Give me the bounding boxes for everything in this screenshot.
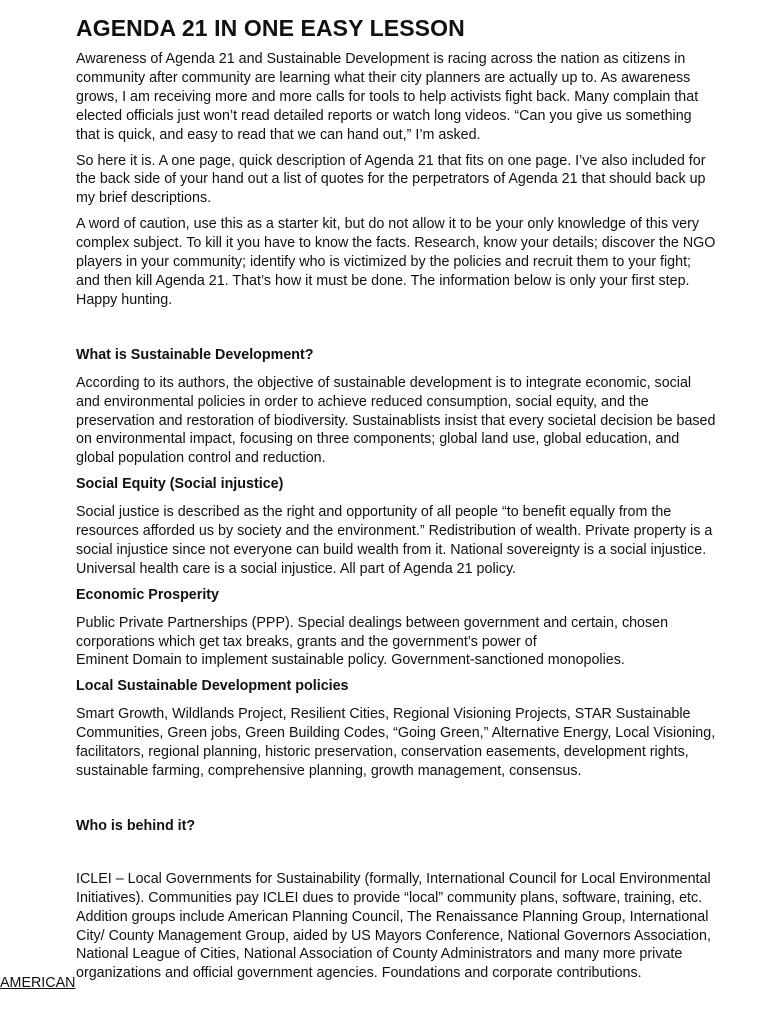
intro-paragraph-3: A word of caution, use this as a starter kit, but do not allow it to be your only knowledge of this very complex subject. To kill it you have to know the facts. Research, know your details; discover the NGO players in your community; identify who is victimized by the policies and recruit them to your fight; and then kill Agenda 21. That’s how it must be done. The information below is only your first step. Happy hunting.: [76, 216, 716, 308]
section-heading-economic-prosperity: Economic Prosperity: [76, 586, 220, 603]
document-body: [76, 14, 716, 990]
footer-tag-link[interactable]: AMERICAN: [0, 975, 76, 991]
intro-paragraph-1: Awareness of Agenda 21 and Sustainable Development is racing across the nation as citizens in community after community are learning what their city planners are actually up to. As awareness grows, I am receiving more and more calls for tools to help activists fight back. Many complain that elected officials just won’t read detailed reports or watch long videos. “Can you give us something that is quick, and easy to read that we can hand out,” I’m asked.: [76, 51, 699, 143]
section-heading-sustainable-development: What is Sustainable Development?: [76, 346, 314, 363]
intro-paragraph-2: So here it is. A one page, quick description of Agenda 21 that fits on one page. I’ve also included for the back side of your hand out a list of quotes for the perpetrators of Agenda 21 that should back up my brief descriptions.: [76, 152, 706, 207]
section-body-economic-prosperity-line-1: Public Private Partnerships (PPP). Special dealings between government and certain, chosen corporations which get tax breaks, grants and the government’s power of: [76, 614, 669, 650]
section-heading-who-is-behind: Who is behind it?: [76, 817, 196, 834]
spacer: [76, 788, 716, 817]
section-body-economic-prosperity-line-2: Eminent Domain to implement sustainable policy. Government-sanctioned monopolies.: [76, 652, 625, 669]
section-heading-local-policies: Local Sustainable Development policies: [76, 678, 349, 695]
spacer: [76, 836, 716, 870]
document-title: AGENDA 21 IN ONE EASY LESSON: [76, 15, 465, 41]
section-heading-social-equity: Social Equity (Social injustice): [76, 476, 284, 493]
section-body-sustainable-development: According to its authors, the objective of sustainable development is to integrate economic, social and environmental policies in order to achieve reduced consumption, social equity, and the preservation and restoration of biodiversity. Sustainablists insist that every societal decision be based on environmental impact, focusing on three components; global land use, global education, and global population control and reduction.: [76, 374, 716, 467]
section-body-who-is-behind: ICLEI – Local Governments for Sustainability (formally, International Council for Local Environmental Initiatives). Communities pay ICLEI dues to provide “local” community plans, software, training, etc. Addition groups include American Planning Council, The Renaissance Planning Group, International City/ County Management Group, aided by US Mayors Conference, National Governors Association, National League of Cities, National Association of County Administrators and many more private organizations and official government agencies. Foundations and corporate contributions.: [76, 870, 711, 982]
section-body-local-policies: Smart Growth, Wildlands Project, Resilient Cities, Regional Visioning Projects, STAR Sustainable Communities, Green jobs, Green Building Codes, “Going Green,” Alternative Energy, Local Visioning, facilitators, regional planning, historic preservation, conservation easements, development rights, sustainable farming, comprehensive planning, growth management, consensus.: [76, 706, 716, 779]
section-body-social-equity: Social justice is described as the right and opportunity of all people “to benefit equally from the resources afforded us by society and the environment.” Redistribution of wealth. Private property is a social injustice since not everyone can build wealth from it. National sovereignty is a social injustice. Universal health care is a social injustice. All part of Agenda 21 policy.: [76, 504, 713, 577]
spacer: [76, 317, 716, 346]
